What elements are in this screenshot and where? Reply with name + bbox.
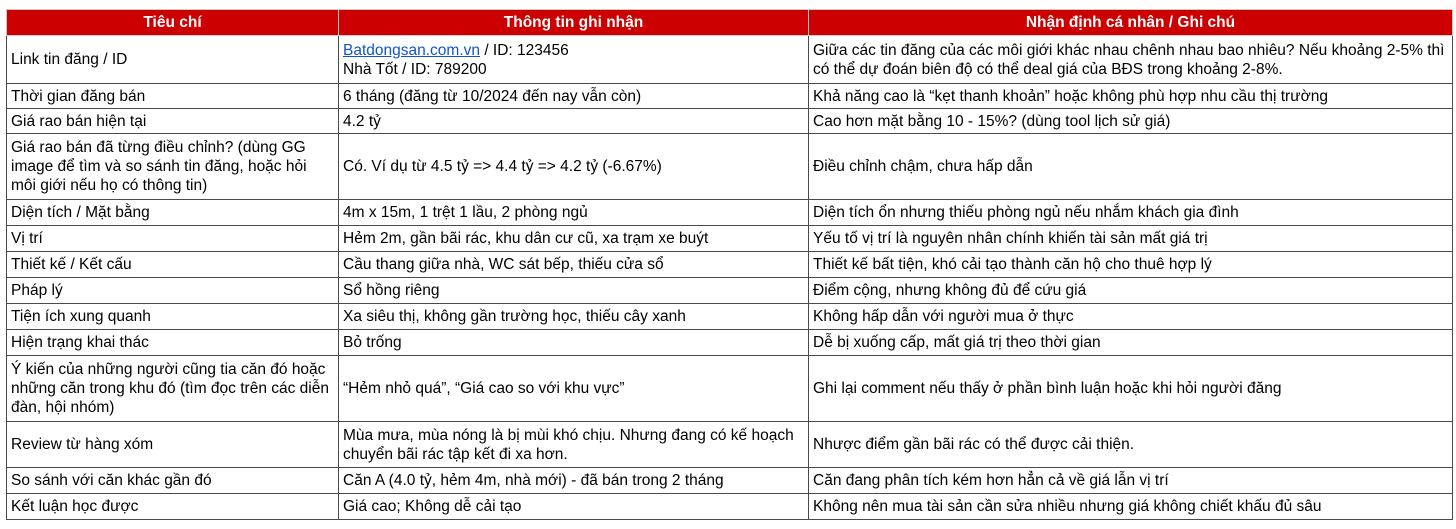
header-row [7, 10, 1453, 36]
note-cell: Không nên mua tài sản cần sửa nhiều nhưng giá không chiết khấu đủ sâu [809, 494, 1453, 520]
info-cell: Căn A (4.0 tỷ, hẻm 4m, nhà mới) - đã bán trong 2 tháng [339, 468, 809, 494]
note-cell: Yếu tố vị trí là nguyên nhân chính khiến tài sản mất giá trị [809, 226, 1453, 252]
note-cell: Điều chỉnh chậm, chưa hấp dẫn [809, 134, 1453, 200]
note-cell: Giữa các tin đăng của các môi giới khác nhau chênh nhau bao nhiêu? Nếu khoảng 2-5% thì có thể dự đoán biên độ có thể deal giá của BĐS trong khoảng 2-8%. [809, 36, 1453, 84]
listing-id-2: Nhà Tốt / ID: 789200 [343, 60, 487, 78]
criterion-cell: Link tin đăng / ID [7, 36, 339, 84]
table-row [7, 278, 1453, 304]
criterion-cell: So sánh với căn khác gần đó [7, 468, 339, 494]
criterion-cell: Pháp lý [7, 278, 339, 304]
table-row [7, 304, 1453, 330]
note-cell: Diện tích ổn nhưng thiếu phòng ngủ nếu nhắm khách gia đình [809, 200, 1453, 226]
info-cell: Hẻm 2m, gần bãi rác, khu dân cư cũ, xa trạm xe buýt [339, 226, 809, 252]
table-row [7, 468, 1453, 494]
note-cell: Không hấp dẫn với người mua ở thực [809, 304, 1453, 330]
criterion-cell: Thời gian đăng bán [7, 84, 339, 109]
table-row [7, 422, 1453, 468]
table-row [7, 200, 1453, 226]
info-cell: Có. Ví dụ từ 4.5 tỷ => 4.4 tỷ => 4.2 tỷ (-6.67%) [339, 134, 809, 200]
info-cell: Bỏ trống [339, 330, 809, 356]
table-row [7, 494, 1453, 520]
table-row [7, 84, 1453, 109]
table-row [7, 252, 1453, 278]
listing-id-1: / ID: 123456 [480, 41, 569, 59]
note-cell: Khả năng cao là “kẹt thanh khoản” hoặc không phù hợp nhu cầu thị trường [809, 84, 1453, 109]
criterion-cell: Hiện trạng khai thác [7, 330, 339, 356]
table-row [7, 356, 1453, 422]
batdongsan-link[interactable]: Batdongsan.com.vn [343, 41, 481, 59]
table-row [7, 226, 1453, 252]
info-cell: 4.2 tỷ [339, 109, 809, 134]
note-cell: Dễ bị xuống cấp, mất giá trị theo thời gian [809, 330, 1453, 356]
criterion-cell: Giá rao bán đã từng điều chỉnh? (dùng GG image để tìm và so sánh tin đăng, hoặc hỏi môi giới nếu họ có thông tin) [7, 134, 339, 200]
info-cell [339, 36, 809, 84]
criterion-cell: Review từ hàng xóm [7, 422, 339, 468]
info-cell: Cầu thang giữa nhà, WC sát bếp, thiếu cửa sổ [339, 252, 809, 278]
criterion-cell: Diện tích / Mặt bằng [7, 200, 339, 226]
criterion-cell: Vị trí [7, 226, 339, 252]
info-cell: Sổ hồng riêng [339, 278, 809, 304]
info-cell: 6 tháng (đăng từ 10/2024 đến nay vẫn còn) [339, 84, 809, 109]
note-cell: Điểm cộng, nhưng không đủ để cứu giá [809, 278, 1453, 304]
criterion-cell: Giá rao bán hiện tại [7, 109, 339, 134]
info-cell: Giá cao; Không dễ cải tạo [339, 494, 809, 520]
info-cell: Mùa mưa, mùa nóng là bị mùi khó chịu. Nhưng đang có kế hoạch chuyển bãi rác tập kết đi xa hơn. [339, 422, 809, 468]
note-cell: Nhược điểm gần bãi rác có thể được cải thiện. [809, 422, 1453, 468]
header-note: Nhận định cá nhân / Ghi chú [809, 10, 1453, 36]
criterion-cell: Thiết kế / Kết cấu [7, 252, 339, 278]
info-cell: 4m x 15m, 1 trệt 1 lầu, 2 phòng ngủ [339, 200, 809, 226]
table-row [7, 36, 1453, 84]
criterion-cell: Tiện ích xung quanh [7, 304, 339, 330]
table-row [7, 109, 1453, 134]
table-row [7, 330, 1453, 356]
criterion-cell: Kết luận học được [7, 494, 339, 520]
info-cell: Xa siêu thị, không gần trường học, thiếu cây xanh [339, 304, 809, 330]
criterion-cell: Ý kiến của những người cũng tia căn đó hoặc những căn trong khu đó (tìm đọc trên các diễn đàn, hội nhóm) [7, 356, 339, 422]
note-cell: Căn đang phân tích kém hơn hẳn cả về giá lẫn vị trí [809, 468, 1453, 494]
header-info: Thông tin ghi nhận [339, 10, 809, 36]
table-row [7, 134, 1453, 200]
note-cell: Thiết kế bất tiện, khó cải tạo thành căn hộ cho thuê hợp lý [809, 252, 1453, 278]
note-cell: Ghi lại comment nếu thấy ở phần bình luận hoặc khi hỏi người đăng [809, 356, 1453, 422]
header-criterion: Tiêu chí [7, 10, 339, 36]
note-cell: Cao hơn mặt bằng 10 - 15%? (dùng tool lịch sử giá) [809, 109, 1453, 134]
analysis-table [6, 9, 1453, 520]
info-cell: “Hẻm nhỏ quá”, “Giá cao so với khu vực” [339, 356, 809, 422]
